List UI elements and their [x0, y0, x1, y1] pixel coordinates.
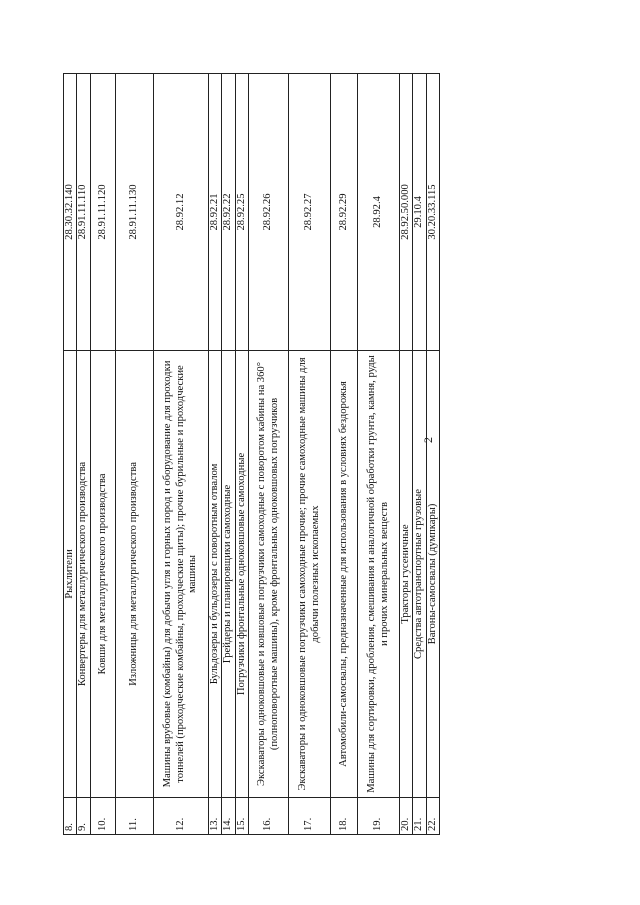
equipment-name: Бульдозеры и бульдозеры с поворотным отвалом	[208, 351, 221, 798]
okpd-code: 28.30.32.140	[64, 74, 77, 351]
table-row	[222, 74, 235, 835]
row-number: 19.	[358, 798, 400, 835]
okpd-code: 28.91.11.110	[77, 74, 90, 351]
row-number: 22.	[426, 798, 439, 835]
table-row	[153, 74, 208, 835]
table-row	[331, 74, 358, 835]
okpd-code: 28.92.21	[208, 74, 221, 351]
table-row	[289, 74, 331, 835]
table-row	[413, 74, 426, 835]
page-number: 2	[421, 437, 435, 443]
equipment-name: Экскаваторы и одноковшовые погрузчики самоходные прочие; прочие самоходные машины для добычи полезных ископаемых	[289, 351, 331, 798]
equipment-name: Экскаваторы одноковшовые и ковшовые погрузчики самоходные с поворотом кабины на 360° (полноповоротные машины), кроме фронтальных одноковшовых погрузчиков	[249, 351, 289, 798]
okpd-code: 28.92.27	[289, 74, 331, 351]
okpd-code: 28.91.11.130	[115, 74, 153, 351]
row-number: 21.	[413, 798, 426, 835]
okpd-code: 28.92.25	[235, 74, 248, 351]
okpd-code: 28.92.50.000	[400, 74, 413, 351]
row-number: 10.	[90, 798, 115, 835]
okpd-code: 28.92.26	[249, 74, 289, 351]
table-row	[90, 74, 115, 835]
okpd-code: 28.92.4	[358, 74, 400, 351]
equipment-name: Ковши для металлургического производства	[90, 351, 115, 798]
table-row	[235, 74, 248, 835]
equipment-name: Машины врубовые (комбайны) для добычи угля и горных пород и оборудование для проходки тоннелей (проходческие комбайны, проходческие щиты); прочие бурильные и проходческие машины	[153, 351, 208, 798]
table-row	[358, 74, 400, 835]
rotated-table-wrapper	[63, 73, 462, 835]
table-row	[426, 74, 439, 835]
row-number: 9.	[77, 798, 90, 835]
equipment-table-body	[64, 74, 440, 835]
equipment-table	[63, 73, 440, 835]
row-number: 14.	[222, 798, 235, 835]
okpd-code: 30.20.33.115	[426, 74, 439, 351]
table-row	[115, 74, 153, 835]
row-number: 13.	[208, 798, 221, 835]
table-row	[400, 74, 413, 835]
equipment-name: Изложницы для металлургического производства	[115, 351, 153, 798]
table-row	[64, 74, 77, 835]
row-number: 8.	[64, 798, 77, 835]
okpd-code: 28.92.29	[331, 74, 358, 351]
equipment-name: Машины для сортировки, дробления, смешивания и аналогичной обработки грунта, камня, руды и прочих минеральных веществ	[358, 351, 400, 798]
okpd-code: 28.92.12	[153, 74, 208, 351]
okpd-code: 28.91.11.120	[90, 74, 115, 351]
equipment-name: Грейдеры и планировщики самоходные	[222, 351, 235, 798]
row-number: 12.	[153, 798, 208, 835]
table-row	[249, 74, 289, 835]
table-row	[208, 74, 221, 835]
row-number: 16.	[249, 798, 289, 835]
equipment-name: Автомобили-самосвалы, предназначенные для использования в условиях бездорожья	[331, 351, 358, 798]
okpd-code: 29.10.4	[413, 74, 426, 351]
equipment-name: Рыхлители	[64, 351, 77, 798]
equipment-name: Средства автотранспортные грузовые	[413, 351, 426, 798]
row-number: 18.	[331, 798, 358, 835]
equipment-name: Тракторы гусеничные	[400, 351, 413, 798]
row-number: 15.	[235, 798, 248, 835]
equipment-name: Погрузчики фронтальные одноковшовые самоходные	[235, 351, 248, 798]
equipment-name: Вагоны-самосвалы (думпкары)	[426, 351, 439, 798]
row-number: 17.	[289, 798, 331, 835]
okpd-code: 28.92.22	[222, 74, 235, 351]
row-number: 11.	[115, 798, 153, 835]
row-number: 20.	[400, 798, 413, 835]
table-row	[77, 74, 90, 835]
equipment-name: Конвертеры для металлургического производства	[77, 351, 90, 798]
